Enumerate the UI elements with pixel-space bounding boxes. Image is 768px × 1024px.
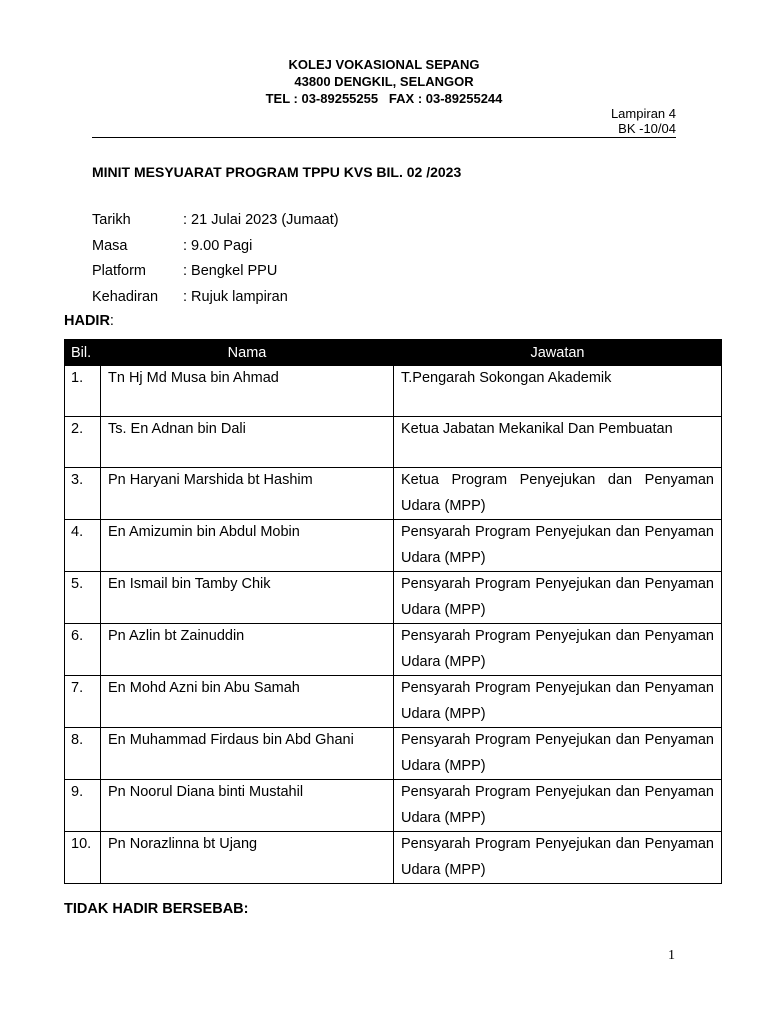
cell-nama: Pn Azlin bt Zainuddin (101, 624, 394, 676)
info-value: : Bengkel PPU (183, 263, 278, 279)
table-row (65, 520, 722, 572)
cell-jawatan: Pensyarah Program Penyejukan dan Penyaman Udara (MPP) (394, 832, 722, 884)
reference-block (611, 106, 676, 136)
present-label: HADIR (64, 313, 110, 329)
info-value: : Rujuk lampiran (183, 288, 288, 305)
table-row (65, 417, 722, 468)
column-header-nama: Nama (101, 340, 394, 366)
college-name: KOLEJ VOKASIONAL SEPANG (288, 57, 480, 72)
cell-nama: En Ismail bin Tamby Chik (101, 572, 394, 624)
cell-bil: 1. (65, 366, 101, 417)
info-row-date (92, 212, 339, 238)
cell-jawatan: T.Pengarah Sokongan Akademik (394, 366, 722, 417)
cell-jawatan: Pensyarah Program Penyejukan dan Penyaman Udara (MPP) (394, 520, 722, 572)
table-header-row (65, 340, 722, 366)
absent-heading: TIDAK HADIR BERSEBAB: (64, 901, 249, 917)
cell-bil: 4. (65, 520, 101, 572)
table-row (65, 780, 722, 832)
page-number: 1 (668, 948, 675, 963)
info-row-platform (92, 263, 339, 289)
lampiran-label: Lampiran 4 (610, 106, 676, 121)
info-row-attendance (92, 289, 339, 315)
info-value: : 21 Julai 2023 (Jumaat) (183, 212, 339, 228)
cell-nama: Ts. En Adnan bin Dali (101, 417, 394, 468)
present-heading (64, 313, 114, 329)
cell-bil: 10. (65, 832, 101, 884)
cell-jawatan: Pensyarah Program Penyejukan dan Penyaman Udara (MPP) (394, 728, 722, 780)
present-colon: : (109, 313, 114, 329)
cell-bil: 5. (65, 572, 101, 624)
info-key: Kehadiran (92, 288, 159, 305)
info-key: Tarikh (92, 212, 131, 228)
reference-code: BK -10/04 (618, 121, 676, 136)
cell-jawatan: Pensyarah Program Penyejukan dan Penyaman Udara (MPP) (394, 676, 722, 728)
table-row (65, 468, 722, 520)
cell-nama: En Mohd Azni bin Abu Samah (101, 676, 394, 728)
table-row (65, 832, 722, 884)
cell-bil: 6. (65, 624, 101, 676)
table-row (65, 676, 722, 728)
cell-nama: Pn Haryani Marshida bt Hashim (101, 468, 394, 520)
table-row (65, 366, 722, 417)
cell-jawatan: Ketua Program Penyejukan dan Penyaman Udara (MPP) (394, 468, 722, 520)
info-row-time (92, 238, 339, 264)
header-divider (92, 137, 676, 138)
cell-jawatan: Ketua Jabatan Mekanikal Dan Pembuatan (394, 417, 722, 468)
cell-jawatan: Pensyarah Program Penyejukan dan Penyaman Udara (MPP) (394, 780, 722, 832)
cell-jawatan: Pensyarah Program Penyejukan dan Penyaman Udara (MPP) (394, 572, 722, 624)
college-contact: TEL : 03-89255255 FAX : 03-89255244 (265, 91, 503, 106)
cell-nama: Tn Hj Md Musa bin Ahmad (101, 366, 394, 417)
table-row (65, 728, 722, 780)
document-title: MINIT MESYUARAT PROGRAM TPPU KVS BIL. 02 /2023 (92, 164, 462, 180)
cell-nama: En Amizumin bin Abdul Mobin (101, 520, 394, 572)
table-row (65, 572, 722, 624)
cell-bil: 9. (65, 780, 101, 832)
cell-nama: Pn Norazlinna bt Ujang (101, 832, 394, 884)
cell-bil: 3. (65, 468, 101, 520)
cell-bil: 7. (65, 676, 101, 728)
cell-bil: 8. (65, 728, 101, 780)
cell-nama: En Muhammad Firdaus bin Abd Ghani (101, 728, 394, 780)
table-row (65, 624, 722, 676)
attendance-table (64, 339, 722, 884)
cell-bil: 2. (65, 417, 101, 468)
column-header-jawatan: Jawatan (394, 340, 722, 366)
meeting-info (92, 212, 339, 314)
info-key: Platform (92, 263, 146, 279)
info-key: Masa (92, 237, 128, 254)
cell-jawatan: Pensyarah Program Penyejukan dan Penyaman Udara (MPP) (394, 624, 722, 676)
info-value: : 9.00 Pagi (183, 237, 253, 254)
document-header (0, 56, 768, 107)
cell-nama: Pn Noorul Diana binti Mustahil (101, 780, 394, 832)
college-address: 43800 DENGKIL, SELANGOR (294, 74, 474, 89)
column-header-bil: Bil. (65, 340, 101, 366)
